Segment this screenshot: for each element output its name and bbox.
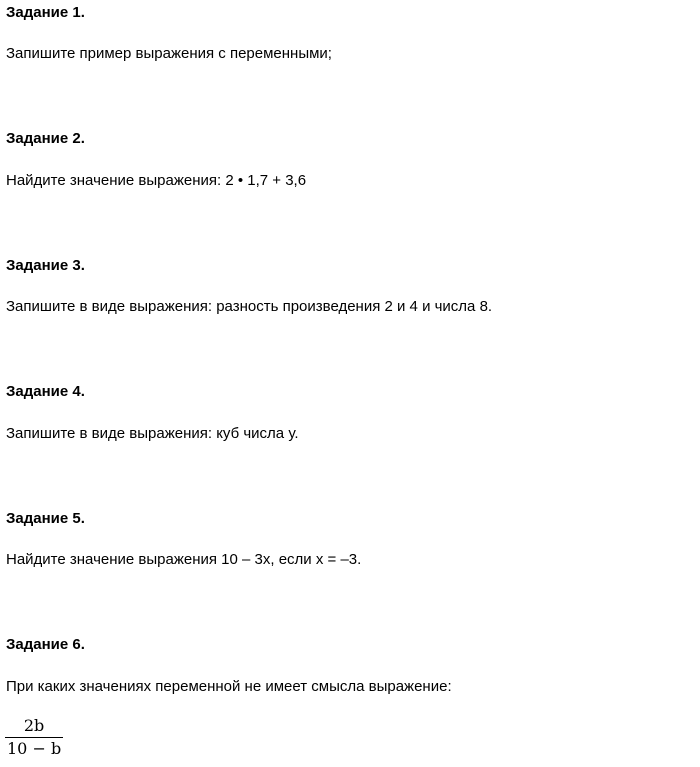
task-1-text: Запишите пример выражения с переменными;: [6, 45, 332, 62]
task-4-text: Запишите в виде выражения: куб числа у.: [6, 425, 299, 442]
task-5-title: Задание 5.: [6, 510, 85, 527]
fraction-denominator: 10 − b: [7, 739, 62, 758]
task-3-text: Запишите в виде выражения: разность произведения 2 и 4 и числа 8.: [6, 298, 493, 315]
task-2-title: Задание 2.: [6, 130, 85, 147]
fraction-expression: [5, 716, 63, 759]
task-1-title: Задание 1.: [6, 4, 85, 21]
task-5-text: Найдите значение выражения 10 – 3х, если х = –3.: [6, 551, 362, 568]
task-2-text: Найдите значение выражения: 2 • 1,7 + 3,6: [6, 172, 307, 189]
task-3-title: Задание 3.: [6, 257, 85, 274]
task-6-title: Задание 6.: [6, 636, 85, 653]
task-6-text: При каких значениях переменной не имеет смысла выражение:: [6, 678, 452, 695]
task-4-title: Задание 4.: [6, 383, 85, 400]
fraction-numerator: 2b: [23, 716, 45, 735]
